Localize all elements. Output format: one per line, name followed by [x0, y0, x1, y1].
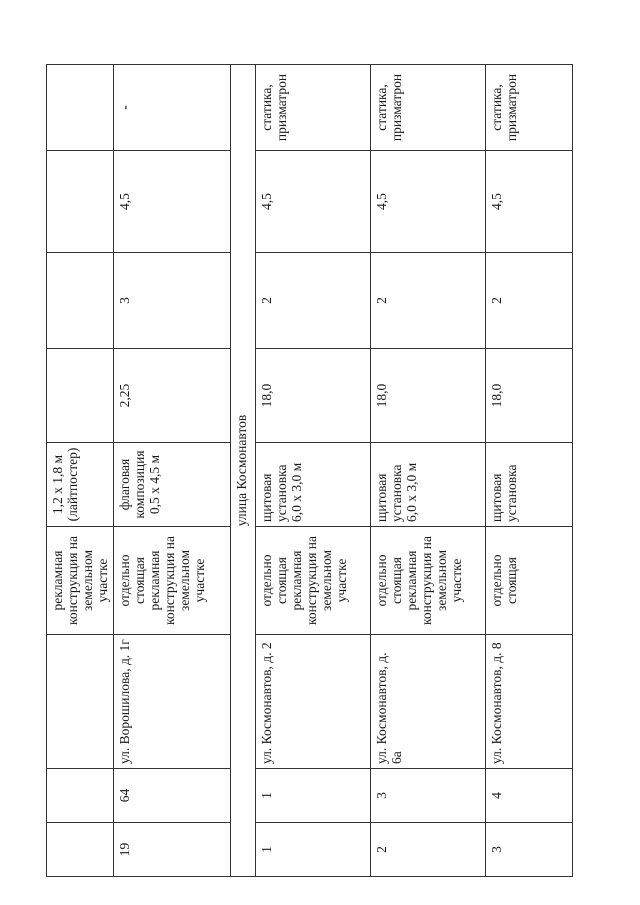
cell-height: 4,5	[486, 151, 573, 253]
cell-height: 4,5	[114, 151, 231, 253]
table-row	[114, 65, 231, 877]
cell-structure-type: отдельно стоящая рекламная конструкция на земельном участке	[114, 527, 231, 635]
cell-area: 2,25	[114, 349, 231, 443]
cell-sides: 2	[486, 253, 573, 349]
cell-area	[47, 349, 114, 443]
cell-number: 3	[486, 823, 573, 877]
cell-technology: -	[114, 65, 231, 151]
cell-scheme-number	[47, 769, 114, 823]
table-row	[486, 65, 573, 877]
cell-area: 18,0	[371, 349, 486, 443]
cell-technology: статика, призматрон	[371, 65, 486, 151]
street-header-row	[231, 65, 256, 877]
table-row	[371, 65, 486, 877]
cell-structure-kind: щитовая установка 6,0 х 3,0 м	[256, 443, 371, 527]
cell-address: ул. Космонавтов, д. 6а	[371, 635, 486, 769]
table-row	[256, 65, 371, 877]
cell-scheme-number: 64	[114, 769, 231, 823]
cell-height: 4,5	[256, 151, 371, 253]
cell-structure-type: отдельно стоящая рекламная конструкция на земельном участке	[371, 527, 486, 635]
cell-address: ул. Космонавтов, д. 2	[256, 635, 371, 769]
cell-scheme-number: 4	[486, 769, 573, 823]
cell-structure-kind: щитовая установка 6,0 х 3,0 м	[371, 443, 486, 527]
cell-area: 18,0	[256, 349, 371, 443]
cell-sides: 3	[114, 253, 231, 349]
cell-technology: статика, призматрон	[256, 65, 371, 151]
cell-area: 18,0	[486, 349, 573, 443]
cell-address	[47, 635, 114, 769]
advertising-structures-table	[46, 64, 573, 877]
cell-address: ул. Космонавтов, д. 8	[486, 635, 573, 769]
cell-address: ул. Ворошилова, д. 1г	[114, 635, 231, 769]
cell-sides: 2	[256, 253, 371, 349]
cell-height: 4,5	[371, 151, 486, 253]
cell-number: 2	[371, 823, 486, 877]
cell-height	[47, 151, 114, 253]
rotated-table-sheet	[46, 65, 594, 877]
cell-number: 1	[256, 823, 371, 877]
street-name: улица Космонавтов	[231, 65, 256, 877]
cell-structure-kind: 1,2 х 1,8 м (лайтпостер)	[47, 443, 114, 527]
cell-sides: 2	[371, 253, 486, 349]
cell-structure-kind: флаговая композиция 0,5 х 4,5 м	[114, 443, 231, 527]
cell-structure-type: отдельно стоящая рекламная конструкция на земельном участке	[256, 527, 371, 635]
cell-scheme-number: 1	[256, 769, 371, 823]
table-row-continued	[47, 65, 114, 877]
cell-technology	[47, 65, 114, 151]
cell-number: 19	[114, 823, 231, 877]
cell-technology: статика, призматрон	[486, 65, 573, 151]
cell-structure-type: рекламная конструкция на земельном участке	[47, 527, 114, 635]
cell-number	[47, 823, 114, 877]
cell-sides	[47, 253, 114, 349]
cell-structure-type: отдельно стоящая	[486, 527, 573, 635]
cell-scheme-number: 3	[371, 769, 486, 823]
cell-structure-kind: щитовая установка	[486, 443, 573, 527]
